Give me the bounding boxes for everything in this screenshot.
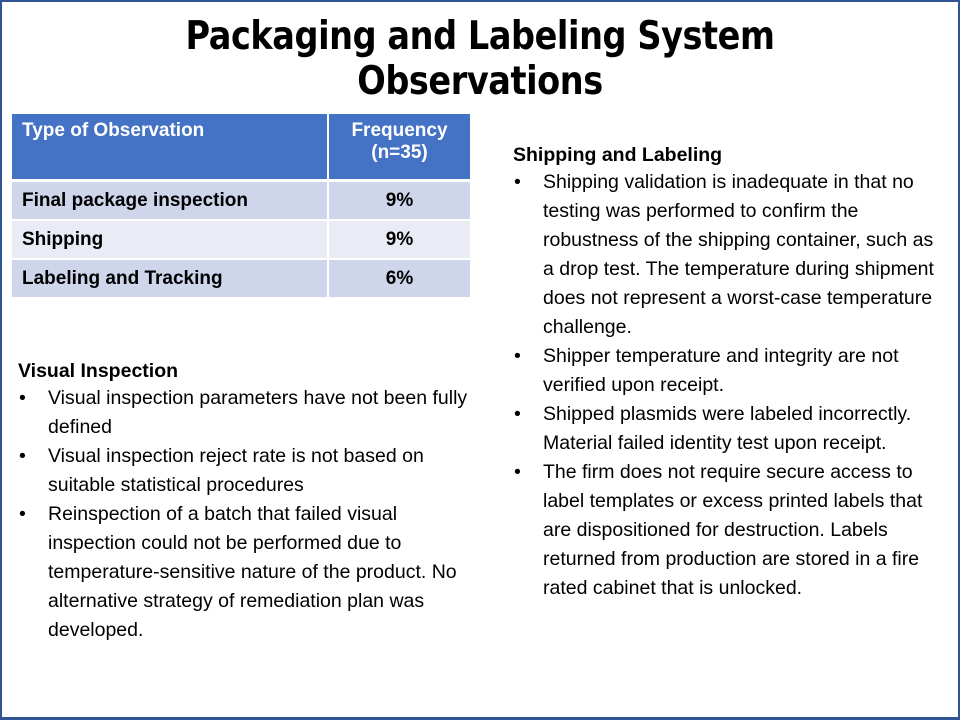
- header-frequency-label: Frequency: [351, 120, 448, 141]
- observation-type-cell: Final package inspection: [12, 181, 328, 221]
- bullet-item: • Visual inspection reject rate is not based on suitable statistical procedures: [18, 442, 468, 500]
- bullet-item: • The firm does not require secure access to label templates or excess printed labels that are dispositioned for destruction. Labels returned from production are stored in a fire rated cabinet that is unlocked.: [513, 458, 943, 603]
- visual-inspection-section: [18, 358, 468, 645]
- shipping-labeling-list: [513, 168, 943, 603]
- observation-frequency-table: [12, 114, 470, 299]
- table-header-row: [12, 114, 470, 181]
- header-frequency: [328, 114, 470, 181]
- frequency-cell: 9%: [328, 220, 470, 259]
- visual-inspection-heading: Visual Inspection: [18, 360, 179, 382]
- visual-inspection-list: [18, 384, 468, 645]
- bullet-item: • Shipper temperature and integrity are not verified upon receipt.: [513, 342, 943, 400]
- observation-type-cell: Shipping: [12, 220, 328, 259]
- frequency-cell: 9%: [328, 181, 470, 221]
- bullet-item: • Shipped plasmids were labeled incorrectly. Material failed identity test upon receipt.: [513, 400, 943, 458]
- bullet-item: • Reinspection of a batch that failed visual inspection could not be performed due to temperature-sensitive nature of the product. No alternative strategy of remediation plan was developed.: [18, 500, 468, 645]
- bullet-item: • Visual inspection parameters have not been fully defined: [18, 384, 468, 442]
- frequency-cell: 6%: [328, 259, 470, 298]
- shipping-labeling-section: [513, 142, 943, 603]
- header-frequency-n: (n=35): [371, 142, 428, 163]
- bullet-item: • Shipping validation is inadequate in that no testing was performed to confirm the robustness of the shipping container, such as a drop test. The temperature during shipment does not represent a worst-case temperature challenge.: [513, 168, 943, 342]
- shipping-labeling-heading: Shipping and Labeling: [513, 144, 723, 166]
- slide-title: Packaging and Labeling System Observations: [185, 14, 775, 104]
- header-type-of-observation: Type of Observation: [12, 114, 328, 181]
- table-row: [12, 220, 470, 259]
- table-row: [12, 181, 470, 221]
- table-row: [12, 259, 470, 298]
- observation-type-cell: Labeling and Tracking: [12, 259, 328, 298]
